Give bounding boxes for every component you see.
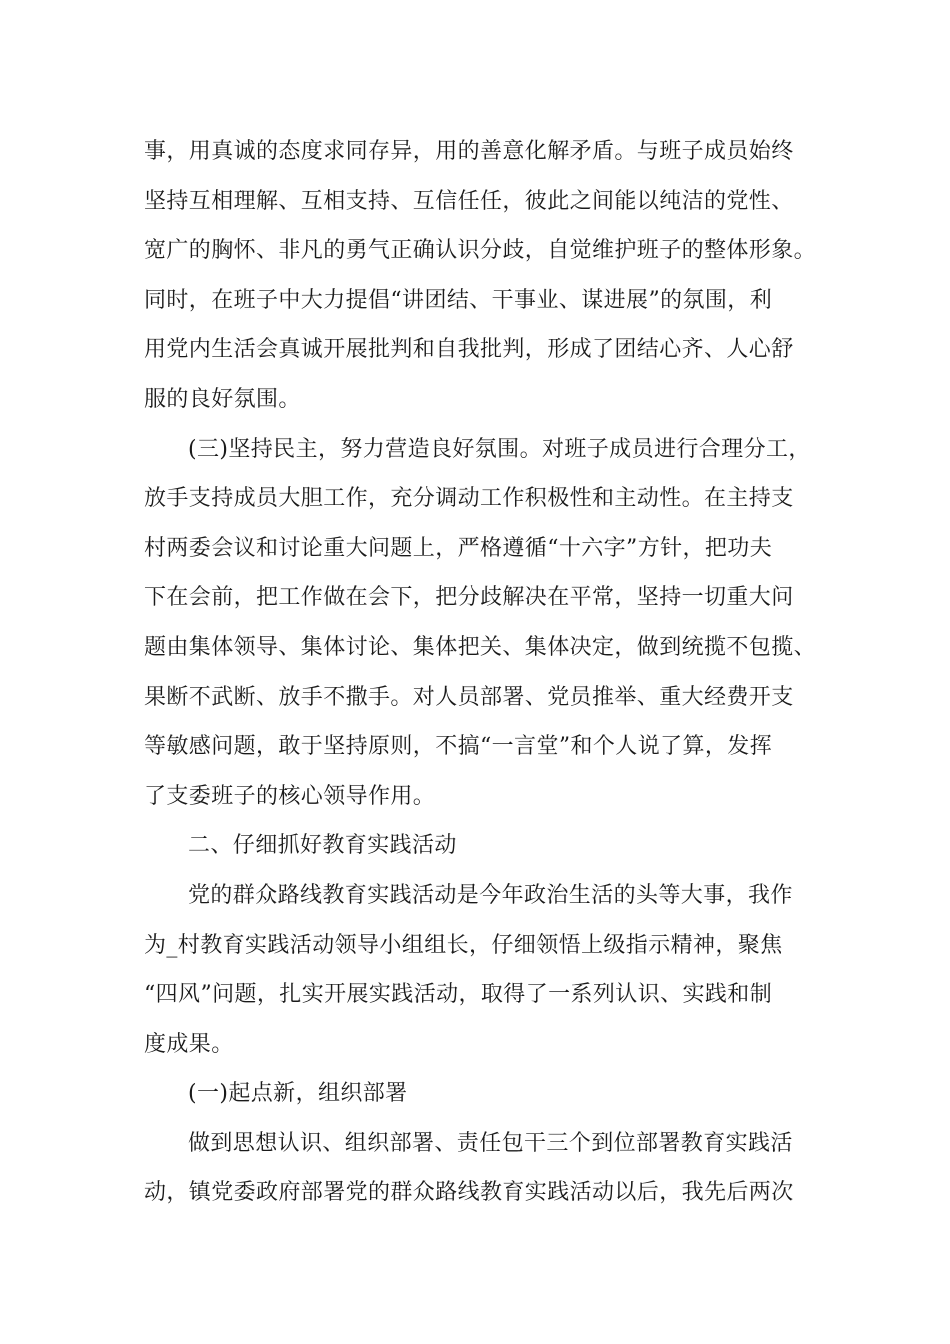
section-heading: 二、仔细抓好教育实践活动 bbox=[188, 833, 457, 859]
text-line: 了支委班子的核心领导作用。 bbox=[144, 783, 436, 809]
text-line: “四风”问题，扎实开展实践活动，取得了一系列认识、实践和制 bbox=[144, 982, 773, 1008]
text-line: 用党内生活会真诚开展批判和自我批判，形成了团结心齐、人心舒 bbox=[144, 337, 794, 363]
text-line: 为_村教育实践活动领导小组组长，仔细领悟上级指示精神，聚焦 bbox=[144, 932, 783, 958]
text-line: 村两委会议和讨论重大问题上，严格遵循“十六字”方针，把功夫 bbox=[144, 535, 773, 561]
subsection-heading: (一)起点新，组织部署 bbox=[188, 1081, 408, 1107]
text-line: 度成果。 bbox=[144, 1031, 234, 1057]
text-line: 等敏感问题，敢于坚持原则，不搞“一言堂”和个人说了算，发挥 bbox=[144, 734, 773, 760]
text-line: 宽广的胸怀、非凡的勇气正确认识分歧，自觉维护班子的整体形象。 bbox=[144, 238, 817, 264]
text-line: 果断不武断、放手不撒手。对人员部署、党员推举、重大经费开支 bbox=[144, 684, 794, 710]
text-line: 坚持互相理解、互相支持、互信任任，彼此之间能以纯洁的党性、 bbox=[144, 188, 794, 214]
text-line: 服的良好氛围。 bbox=[144, 386, 301, 412]
text-line: 题由集体领导、集体讨论、集体把关、集体决定，做到统揽不包揽、 bbox=[144, 634, 817, 660]
text-line: (三)坚持民主，努力营造良好氛围。对班子成员进行合理分工， bbox=[188, 436, 811, 462]
text-line: 放手支持成员大胆工作，充分调动工作积极性和主动性。在主持支 bbox=[144, 486, 794, 512]
text-line: 党的群众路线教育实践活动是今年政治生活的头等大事，我作 bbox=[188, 882, 793, 908]
text-line: 下在会前，把工作做在会下，把分歧解决在平常，坚持一切重大问 bbox=[144, 585, 794, 611]
text-line: 做到思想认识、组织部署、责任包干三个到位部署教育实践活 bbox=[188, 1130, 793, 1156]
body-text bbox=[144, 127, 826, 1218]
text-line: 事，用真诚的态度求同存异，用的善意化解矛盾。与班子成员始终 bbox=[144, 139, 794, 164]
text-line: 动，镇党委政府部署党的群众路线教育实践活动以后，我先后两次 bbox=[144, 1180, 794, 1206]
text-line: 同时，在班子中大力提倡“讲团结、干事业、谋进展”的氛围，利 bbox=[144, 287, 773, 313]
